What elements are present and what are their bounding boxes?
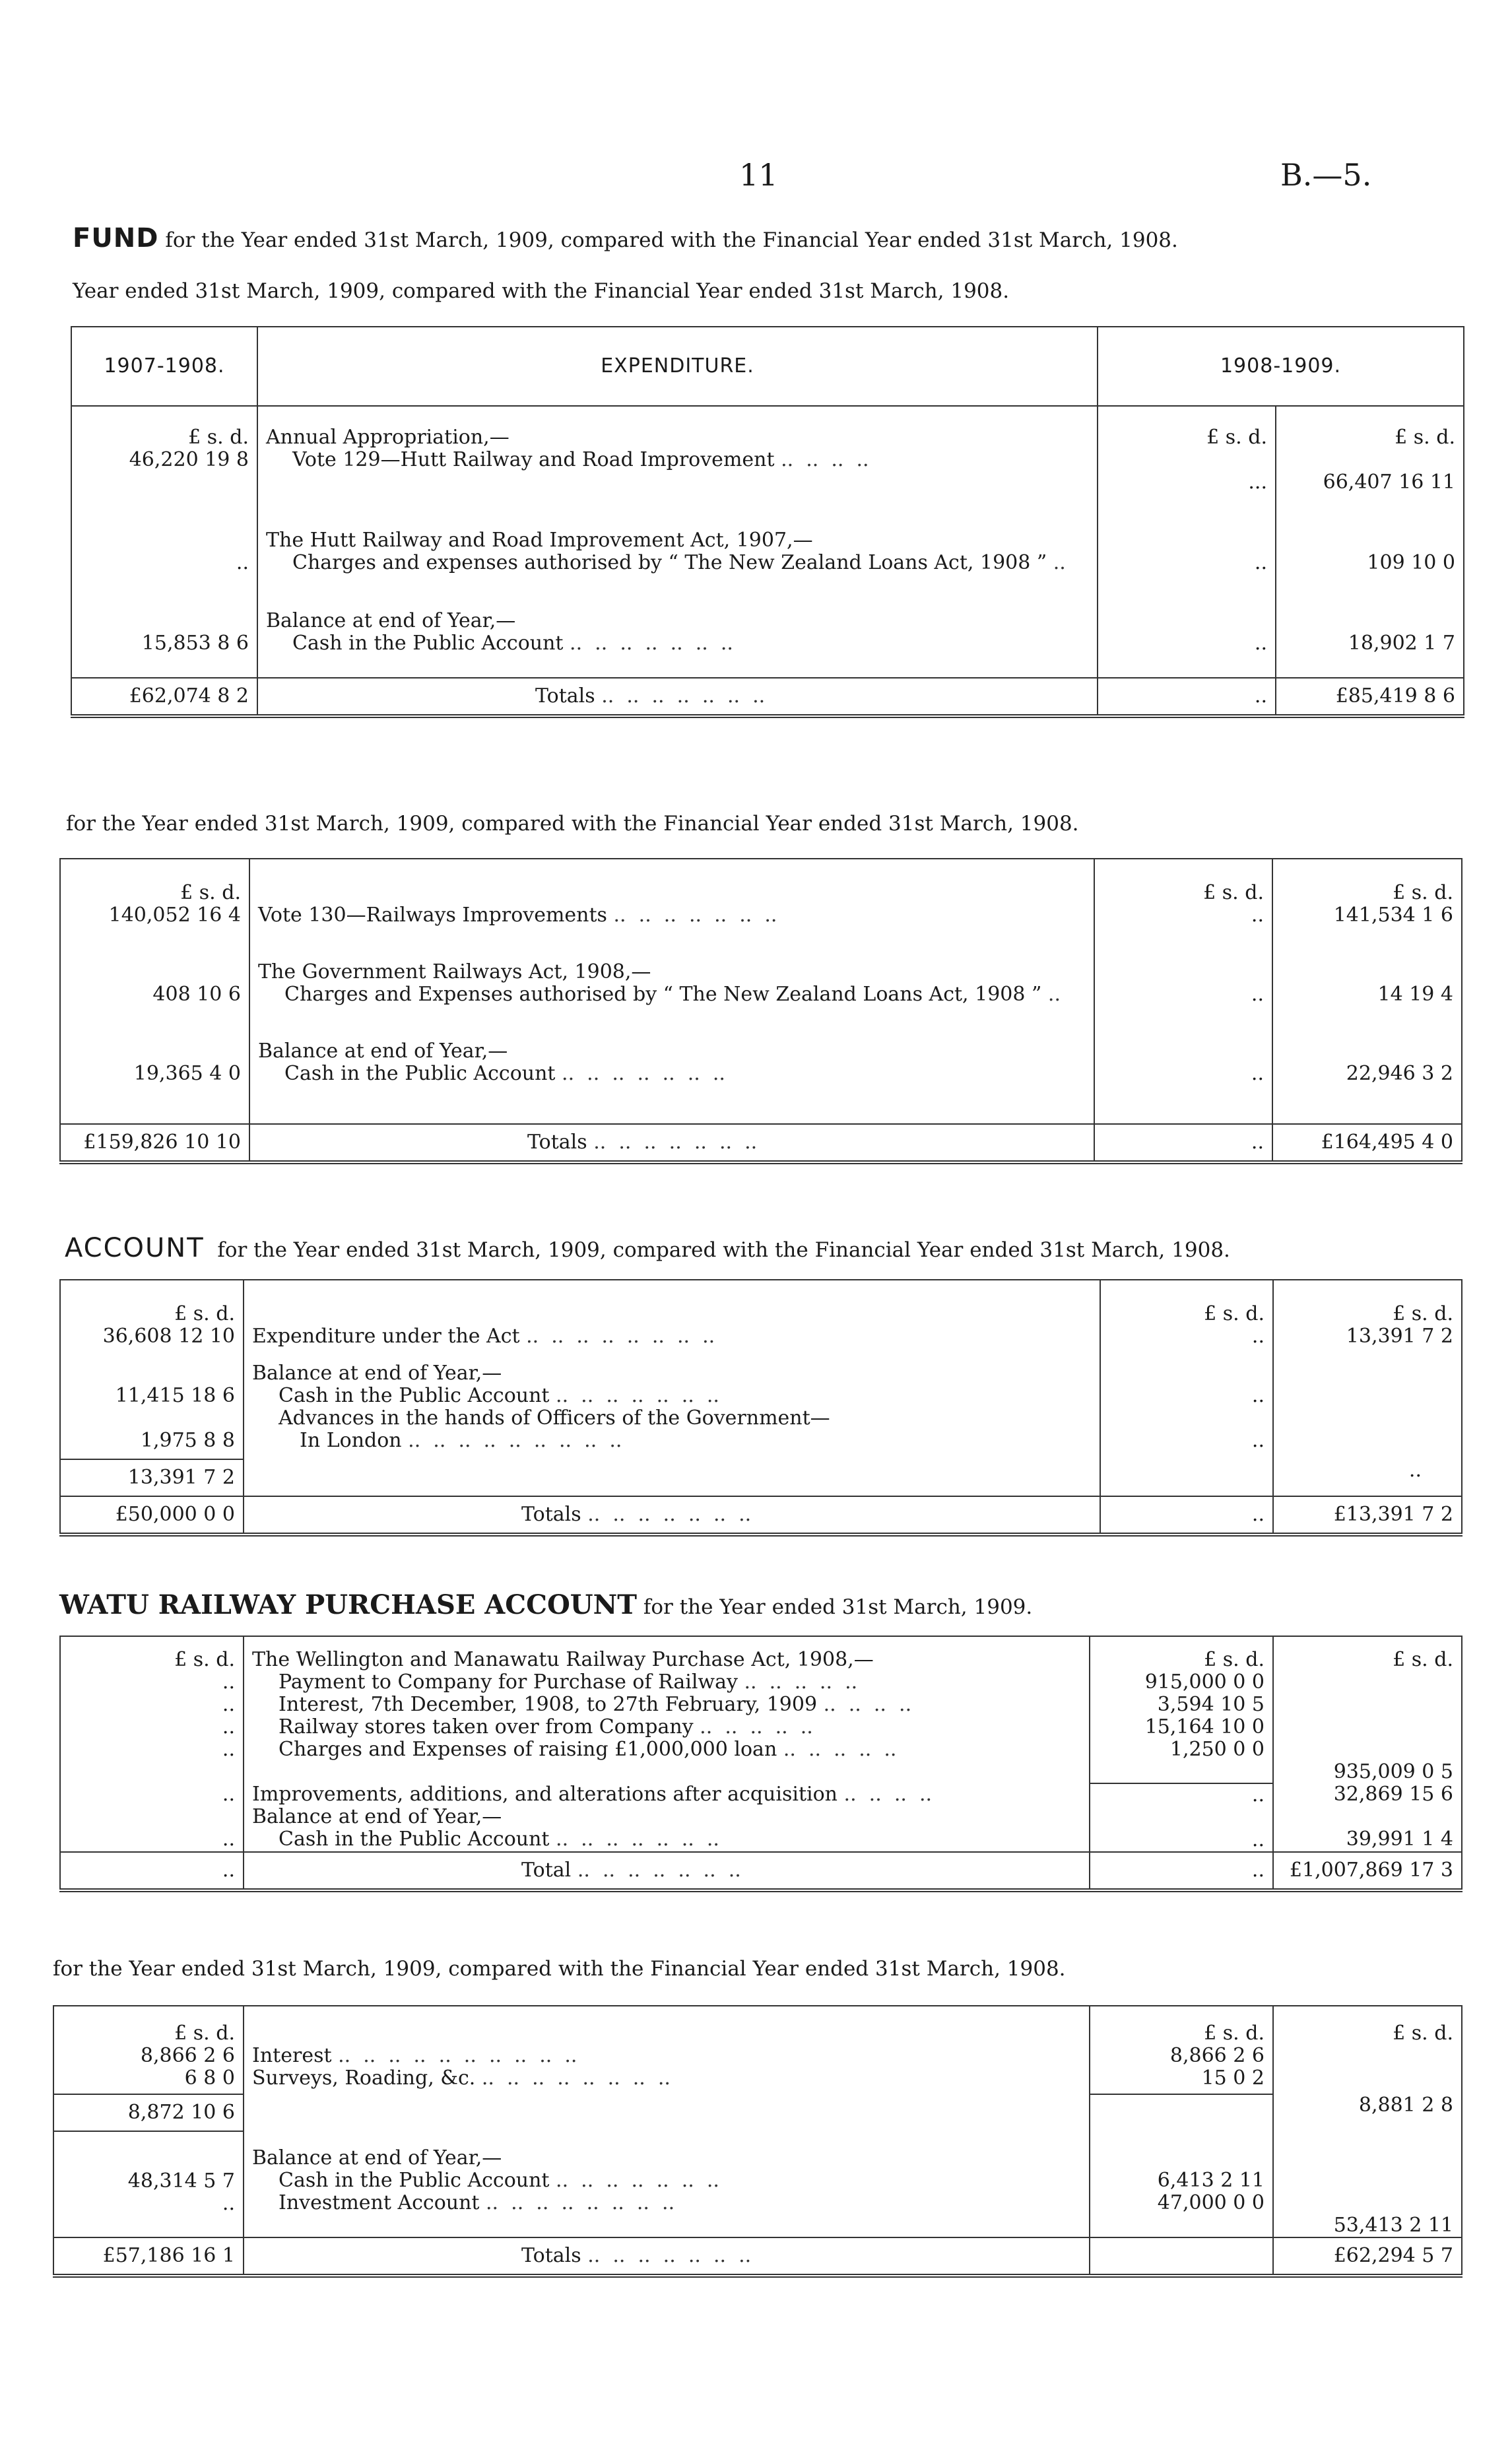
unit-header: £ s. d. <box>1204 1302 1265 1325</box>
cell-mid: 3,594 10 5 <box>1157 1693 1265 1716</box>
unit-header: £ s. d. <box>1206 426 1267 449</box>
unit-header: £ s. d. <box>174 1302 235 1325</box>
section1-caption <box>73 223 1178 253</box>
total-curr: £164,495 4 0 <box>1272 1124 1462 1162</box>
row-label: Improvements, additions, and alterations after acquisition <box>252 1783 838 1806</box>
unit-header: £ s. d. <box>1203 881 1264 904</box>
cell-prev: .. <box>222 2192 235 2215</box>
section4-caption <box>59 1589 1032 1620</box>
cell-prev: 15,853 8 6 <box>141 632 249 655</box>
cell-mid: 47,000 0 0 <box>1157 2191 1265 2214</box>
cell-prev: 46,220 19 8 <box>129 448 249 471</box>
row-label: Balance at end of Year,— <box>266 609 516 632</box>
cell-curr: 14 19 4 <box>1377 983 1453 1006</box>
unit-header: £ s. d. <box>180 881 241 904</box>
row-sublabel: In London <box>300 1429 402 1452</box>
row-label: Balance at end of Year,— <box>252 2146 502 2169</box>
table-row: 11,415 18 6 Balance at end of Year,— Cash in the Public Account .. .. .. .. .. .. .. .. <box>60 1348 1462 1407</box>
cell-prev: 6 8 0 <box>184 2067 235 2090</box>
section2-table <box>59 858 1463 1164</box>
section1-caption-2: Year ended 31st March, 1909, compared with the Financial Year ended 31st March, 1908. <box>73 279 1010 303</box>
section3-caption <box>65 1233 1230 1263</box>
table-row: 408 10 6 The Government Railways Act, 1908,— Charges and Expenses authorised by “ The New Zealand Loans Act, 1908 ” .. .. 14 19 4 <box>60 927 1462 1006</box>
total-prev: .. <box>60 1852 244 1890</box>
total-prev: £50,000 0 0 <box>60 1496 244 1535</box>
total-curr: £13,391 7 2 <box>1273 1496 1462 1535</box>
row-label: Interest <box>252 2044 332 2067</box>
cell-curr: 18,902 1 7 <box>1348 632 1455 655</box>
totals-row: £159,826 10 10 Totals .. .. .. .. .. .. .. .. £164,495 4 0 <box>60 1124 1462 1162</box>
totals-row: £50,000 0 0 Totals .. .. .. .. .. .. .. .. £13,391 7 2 <box>60 1496 1462 1535</box>
cell-curr: 141,534 1 6 <box>1333 904 1453 927</box>
header-expenditure: EXPENDITURE. <box>257 327 1098 406</box>
cell-mid: .. <box>1251 1062 1264 1085</box>
cell-mid: 6,413 2 11 <box>1157 2169 1265 2192</box>
section1-header-row <box>71 327 1464 406</box>
cell-prev: .. <box>222 1671 235 1694</box>
section4-caption-rest: for the Year ended 31st March, 1909. <box>643 1595 1033 1619</box>
section4-caption-lead: WATU RAILWAY PURCHASE ACCOUNT <box>59 1589 637 1620</box>
cell-prev: 48,314 5 7 <box>127 2169 235 2193</box>
unit-header: £ s. d. <box>188 426 249 449</box>
cell-prev: 8,866 2 6 <box>140 2044 235 2067</box>
total-curr: £1,007,869 17 3 <box>1273 1852 1462 1890</box>
section1-table <box>71 326 1464 718</box>
subtotal-row <box>60 1459 1462 1496</box>
section3-caption-lead: ACCOUNT <box>65 1233 205 1263</box>
cell-prev: 140,052 16 4 <box>108 904 241 927</box>
section1-caption-rest: for the Year ended 31st March, 1909, compared with the Financial Year ended 31st March, 1908. <box>165 228 1178 252</box>
total-mid: .. <box>1100 1496 1273 1535</box>
cell-curr: 109 10 0 <box>1367 551 1455 574</box>
row-label: Expenditure under the Act <box>252 1325 520 1348</box>
total-mid: .. <box>1094 1124 1272 1162</box>
table-row: £ s. d. 140,052 16 4 Vote 130—Railways Improvements .. .. .. .. .. .. .. £ s. d. .. £ s. d. 141,534 1 6 <box>60 859 1462 927</box>
row-sublabel: Charges and Expenses authorised by “ The New Zealand Loans Act, 1908 ” <box>284 983 1042 1006</box>
row-sublabel: Vote 129—Hutt Railway and Road Improvement <box>292 448 775 471</box>
cell-mid: .. <box>1251 1384 1265 1407</box>
row-label: Advances in the hands of Officers of the Government— <box>279 1406 830 1430</box>
cell-prev: .. <box>236 551 249 574</box>
cell-prev: 1,975 8 8 <box>140 1429 235 1452</box>
section3-table <box>59 1279 1463 1537</box>
table-row: 19,365 4 0 Balance at end of Year,— Cash in the Public Account .. .. .. .. .. .. .. .. 22,946 3 2 <box>60 1006 1462 1124</box>
cell-prev: 19,365 4 0 <box>133 1062 241 1085</box>
totals-label: Totals <box>521 1503 581 1526</box>
table-row: .. The Hutt Railway and Road Improvement Act, 1907,— Charges and expenses authorised by “ The New Zealand Loans Act, 1908 ” .. .. 109 10 0 <box>71 494 1464 574</box>
row-sublabel: Charges and Expenses of raising £1,000,000 loan <box>279 1738 777 1761</box>
totals-label: Totals <box>521 2244 581 2267</box>
row-sublabel: Cash in the Public Account <box>292 632 564 655</box>
table-row: £ s. d. 36,608 12 10 Expenditure under the Act .. .. .. .. .. .. .. .. £ s. d. .. £ s. d. 13,391 7 2 <box>60 1280 1462 1348</box>
cell-curr: 53,413 2 11 <box>1333 2214 1453 2237</box>
section1-caption-lead: FUND <box>73 223 159 253</box>
row-sublabel: Investment Account <box>279 2191 480 2214</box>
totals-label: Totals <box>527 1131 587 1154</box>
row-label: The Government Railways Act, 1908,— <box>258 960 651 983</box>
cell-curr: 22,946 3 2 <box>1346 1062 1453 1085</box>
cell-mid: .. <box>1254 632 1267 655</box>
totals-label: Totals <box>535 684 595 708</box>
cell-prev: .. <box>222 1715 235 1738</box>
section4-table <box>59 1636 1463 1892</box>
row-sublabel: Cash in the Public Account <box>279 2169 550 2192</box>
cell-mid: .. <box>1251 1828 1265 1851</box>
row-sublabel: Charges and expenses authorised by “ The New Zealand Loans Act, 1908 ” <box>292 551 1047 574</box>
unit-header: £ s. d. <box>174 1648 235 1671</box>
row-sublabel: Payment to Company for Purchase of Railway <box>279 1671 738 1694</box>
subtotal-prev: 8,872 10 6 <box>53 2094 244 2131</box>
subtotal-curr: 935,009 0 5 <box>1333 1760 1453 1783</box>
header-prev-year: 1907-1908. <box>71 327 257 406</box>
cell-mid: 15 0 2 <box>1201 2067 1265 2090</box>
section5-caption: for the Year ended 31st March, 1909, compared with the Financial Year ended 31st March, 1908. <box>53 1957 1066 1981</box>
row-sublabel: Railway stores taken over from Company <box>279 1715 694 1738</box>
unit-header: £ s. d. <box>1204 1648 1265 1671</box>
section5-table <box>53 2005 1463 2278</box>
table-row: 1,975 8 8 Advances in the hands of Officers of the Government— In London .. .. .. .. .. .. .. .. .. .. <box>60 1407 1462 1459</box>
unit-header: £ s. d. <box>174 2022 235 2045</box>
cell-prev: .. <box>222 1693 235 1716</box>
table-row: 48,314 5 7 .. Balance at end of Year,— Cash in the Public Account .. .. .. .. .. .. .. Investment Account .. .. .. .. .. .. .. .. 6,413 2 11 47,000 0 0 53,413 2 11 <box>53 2131 1462 2237</box>
row-label: Surveys, Roading, &c. <box>252 2067 476 2090</box>
section3-caption-rest: for the Year ended 31st March, 1909, compared with the Financial Year ended 31st March, 1908. <box>217 1238 1230 1262</box>
row-label: Vote 130—Railways Improvements <box>258 904 607 927</box>
unit-header: £ s. d. <box>1393 881 1453 904</box>
cell-mid: .. <box>1251 1325 1265 1348</box>
cell-prev: .. <box>222 1828 235 1851</box>
unit-header: £ s. d. <box>1395 426 1455 449</box>
cell-mid: .. <box>1251 983 1264 1006</box>
cell-curr: 13,391 7 2 <box>1346 1325 1453 1348</box>
cell-prev: 11,415 18 6 <box>115 1384 235 1407</box>
row-sublabel: Cash in the Public Account <box>279 1828 550 1851</box>
subtotal-curr: 8,881 2 8 <box>1358 2094 1453 2117</box>
row-label: The Hutt Railway and Road Improvement Act, 1907,— <box>266 529 813 552</box>
row-sublabel: Interest, 7th December, 1908, to 27th February, 1909 <box>279 1693 818 1716</box>
total-prev: £57,186 16 1 <box>53 2237 244 2276</box>
totals-row: £62,074 8 2 Totals .. .. .. .. .. .. .. .. £85,419 8 6 <box>71 678 1464 716</box>
table-row: .. .. Improvements, additions, and alterations after acquisition .. .. .. .. Balance at end of Year,— Cash in the Public Account .. .. .. .. .. .. .. .. .. 32,869 15 6 39,991 1 4 <box>60 1783 1462 1852</box>
cell-mid: .. <box>1251 1783 1265 1806</box>
cell-prev: 36,608 12 10 <box>102 1325 235 1348</box>
cell-mid: .. <box>1254 551 1267 574</box>
cell-mid: .. <box>1251 1429 1265 1452</box>
header-curr-year: 1908-1909. <box>1098 327 1464 406</box>
totals-row: £57,186 16 1 Totals .. .. .. .. .. .. .. £62,294 5 7 <box>53 2237 1462 2276</box>
table-row: £ s. d. 46,220 19 8 Annual Appropriation,— Vote 129—Hutt Railway and Road Improvement .. .. .. .. £ s. d. ... £ s. d. 66,407 16 11 <box>71 406 1464 494</box>
total-prev: £159,826 10 10 <box>60 1124 249 1162</box>
total-mid: .. <box>1098 678 1276 716</box>
table-row: £ s. d. 8,866 2 6 6 8 0 Interest .. .. .. .. .. .. .. .. .. .. Surveys, Roading, &c. .. .. .. .. .. .. .. .. £ s. d. 8,866 2 6 15 0 2 £ s. d. <box>53 2006 1462 2094</box>
unit-header: £ s. d. <box>1393 1648 1453 1671</box>
total-mid: .. <box>1090 1852 1273 1890</box>
unit-header: £ s. d. <box>1204 2022 1265 2045</box>
row-label: Balance at end of Year,— <box>252 1362 502 1385</box>
total-curr: £62,294 5 7 <box>1273 2237 1462 2276</box>
cell-mid: 8,866 2 6 <box>1169 2044 1265 2067</box>
row-label: Annual Appropriation,— <box>266 426 509 449</box>
cell-mid: 915,000 0 0 <box>1144 1671 1265 1694</box>
cell-mid: 1,250 0 0 <box>1169 1738 1265 1761</box>
totals-row: .. Total .. .. .. .. .. .. .. .. £1,007,869 17 3 <box>60 1852 1462 1890</box>
page-number: 11 <box>739 157 778 193</box>
table-row: £ s. d. .. .. .. .. The Wellington and Manawatu Railway Purchase Act, 1908,— Payment to Company for Purchase of Railway .. .. .. .. .. Interest, 7th December, 1908, to 27th February, 1909 .. .. .. .. Railway stores taken over from Company .. .. .. .. .. Charges and Expenses of raising £1,000,000 loan .. .. .. .. .. £ s. d. 915,000 0 0 3,594 10 5 15,164 10 0 1,250 0 0 £ s. d. 935,009 0 5 <box>60 1636 1462 1783</box>
unit-header: £ s. d. <box>1393 2022 1453 2045</box>
cell-prev: 408 10 6 <box>152 983 241 1006</box>
row-label: The Wellington and Manawatu Railway Purchase Act, 1908,— <box>252 1648 874 1671</box>
table-row: 15,853 8 6 Balance at end of Year,— Cash in the Public Account .. .. .. .. .. .. .. .. 18,902 1 7 <box>71 574 1464 678</box>
section2-caption: for the Year ended 31st March, 1909, compared with the Financial Year ended 31st March, 1908. <box>66 812 1079 836</box>
totals-label: Total <box>521 1859 572 1882</box>
cell-mid: ... <box>1248 471 1267 494</box>
cell-curr: 39,991 1 4 <box>1346 1828 1453 1851</box>
cell-prev: .. <box>222 1783 235 1806</box>
cell-curr: 66,407 16 11 <box>1323 471 1455 494</box>
row-sublabel: Cash in the Public Account <box>279 1384 550 1407</box>
cell-mid: 15,164 10 0 <box>1144 1715 1265 1738</box>
row-label: Balance at end of Year,— <box>258 1040 508 1063</box>
subtotal-prev: 13,391 7 2 <box>60 1459 244 1496</box>
cell-curr: 32,869 15 6 <box>1333 1783 1453 1806</box>
subtotal-row <box>53 2094 1462 2131</box>
row-sublabel: Cash in the Public Account <box>284 1062 556 1085</box>
total-prev: £62,074 8 2 <box>71 678 257 716</box>
total-curr: £85,419 8 6 <box>1276 678 1464 716</box>
page-reference: B.—5. <box>1280 157 1372 193</box>
unit-header: £ s. d. <box>1393 1302 1453 1325</box>
cell-mid: .. <box>1251 904 1264 927</box>
cell-prev: .. <box>222 1738 235 1761</box>
subtotal-curr: .. <box>1408 1459 1422 1482</box>
row-label: Balance at end of Year,— <box>252 1805 502 1828</box>
